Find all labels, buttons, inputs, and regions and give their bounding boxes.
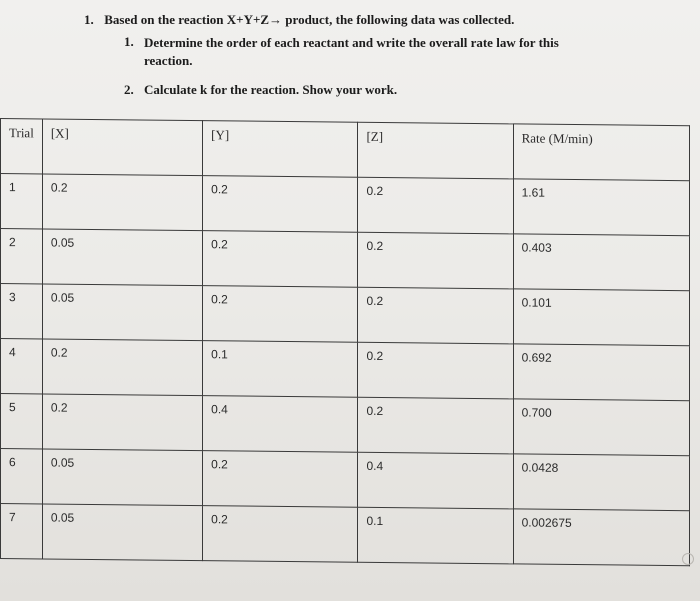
part-number: 1. (124, 34, 134, 49)
part-emphasis: Show your work. (302, 82, 398, 97)
cell-trial: 2 (1, 229, 43, 284)
table-row (1, 174, 690, 236)
cell-y: 0.1 (203, 341, 358, 398)
cell-y: 0.2 (203, 506, 358, 563)
cell-trial: 3 (1, 284, 43, 339)
header-x: [X] (42, 119, 202, 176)
cell-y: 0.2 (203, 231, 358, 288)
cell-rate: 0.700 (513, 399, 689, 456)
part-text: Determine the order of each reactant and write the overall rate law for this reaction. (144, 35, 559, 68)
cell-z: 0.2 (358, 232, 513, 289)
cell-y: 0.2 (203, 451, 358, 508)
table-row (1, 284, 690, 346)
cell-x: 0.2 (42, 174, 202, 231)
cell-z: 0.4 (358, 452, 513, 509)
cell-trial: 6 (1, 449, 43, 504)
header-z: [Z] (358, 122, 513, 179)
cell-z: 0.2 (358, 287, 513, 344)
cell-x: 0.05 (42, 284, 202, 341)
cell-x: 0.2 (42, 394, 202, 451)
cell-trial: 5 (1, 394, 43, 449)
part-text: Calculate k for the reaction. (144, 82, 303, 97)
cell-x: 0.2 (42, 339, 202, 396)
cell-rate: 1.61 (513, 179, 689, 236)
table-row (1, 504, 690, 566)
cell-y: 0.2 (203, 286, 358, 343)
cell-z: 0.2 (358, 342, 513, 399)
question-1 (84, 12, 514, 28)
cell-y: 0.2 (203, 176, 358, 233)
question-part-1 (124, 34, 574, 70)
cell-trial: 1 (1, 174, 43, 229)
cell-rate: 0.101 (513, 289, 689, 346)
table-row (1, 449, 690, 511)
cell-x: 0.05 (42, 449, 202, 506)
cell-z: 0.2 (358, 397, 513, 454)
page-corner-mark (682, 553, 694, 565)
cell-x: 0.05 (42, 229, 202, 286)
question-text: Based on the reaction X+Y+Z→ product, the following data was collected. (104, 12, 515, 27)
cell-trial: 7 (1, 504, 43, 559)
header-y: [Y] (203, 121, 358, 178)
cell-z: 0.1 (358, 507, 513, 564)
cell-rate: 0.692 (513, 344, 689, 401)
cell-rate: 0.002675 (513, 509, 689, 566)
cell-rate: 0.403 (513, 234, 689, 291)
table-row (1, 339, 690, 401)
part-number: 2. (124, 82, 134, 97)
cell-trial: 4 (1, 339, 43, 394)
question-number: 1. (84, 12, 94, 27)
question-part-2 (124, 82, 397, 98)
cell-z: 0.2 (358, 177, 513, 234)
table-row (1, 394, 690, 456)
cell-y: 0.4 (203, 396, 358, 453)
cell-rate: 0.0428 (513, 454, 689, 511)
header-rate: Rate (M/min) (513, 124, 689, 181)
table-row (1, 229, 690, 291)
header-trial: Trial (1, 119, 43, 174)
cell-x: 0.05 (42, 504, 202, 561)
table-header-row (1, 119, 690, 181)
rate-data-table (0, 118, 690, 566)
